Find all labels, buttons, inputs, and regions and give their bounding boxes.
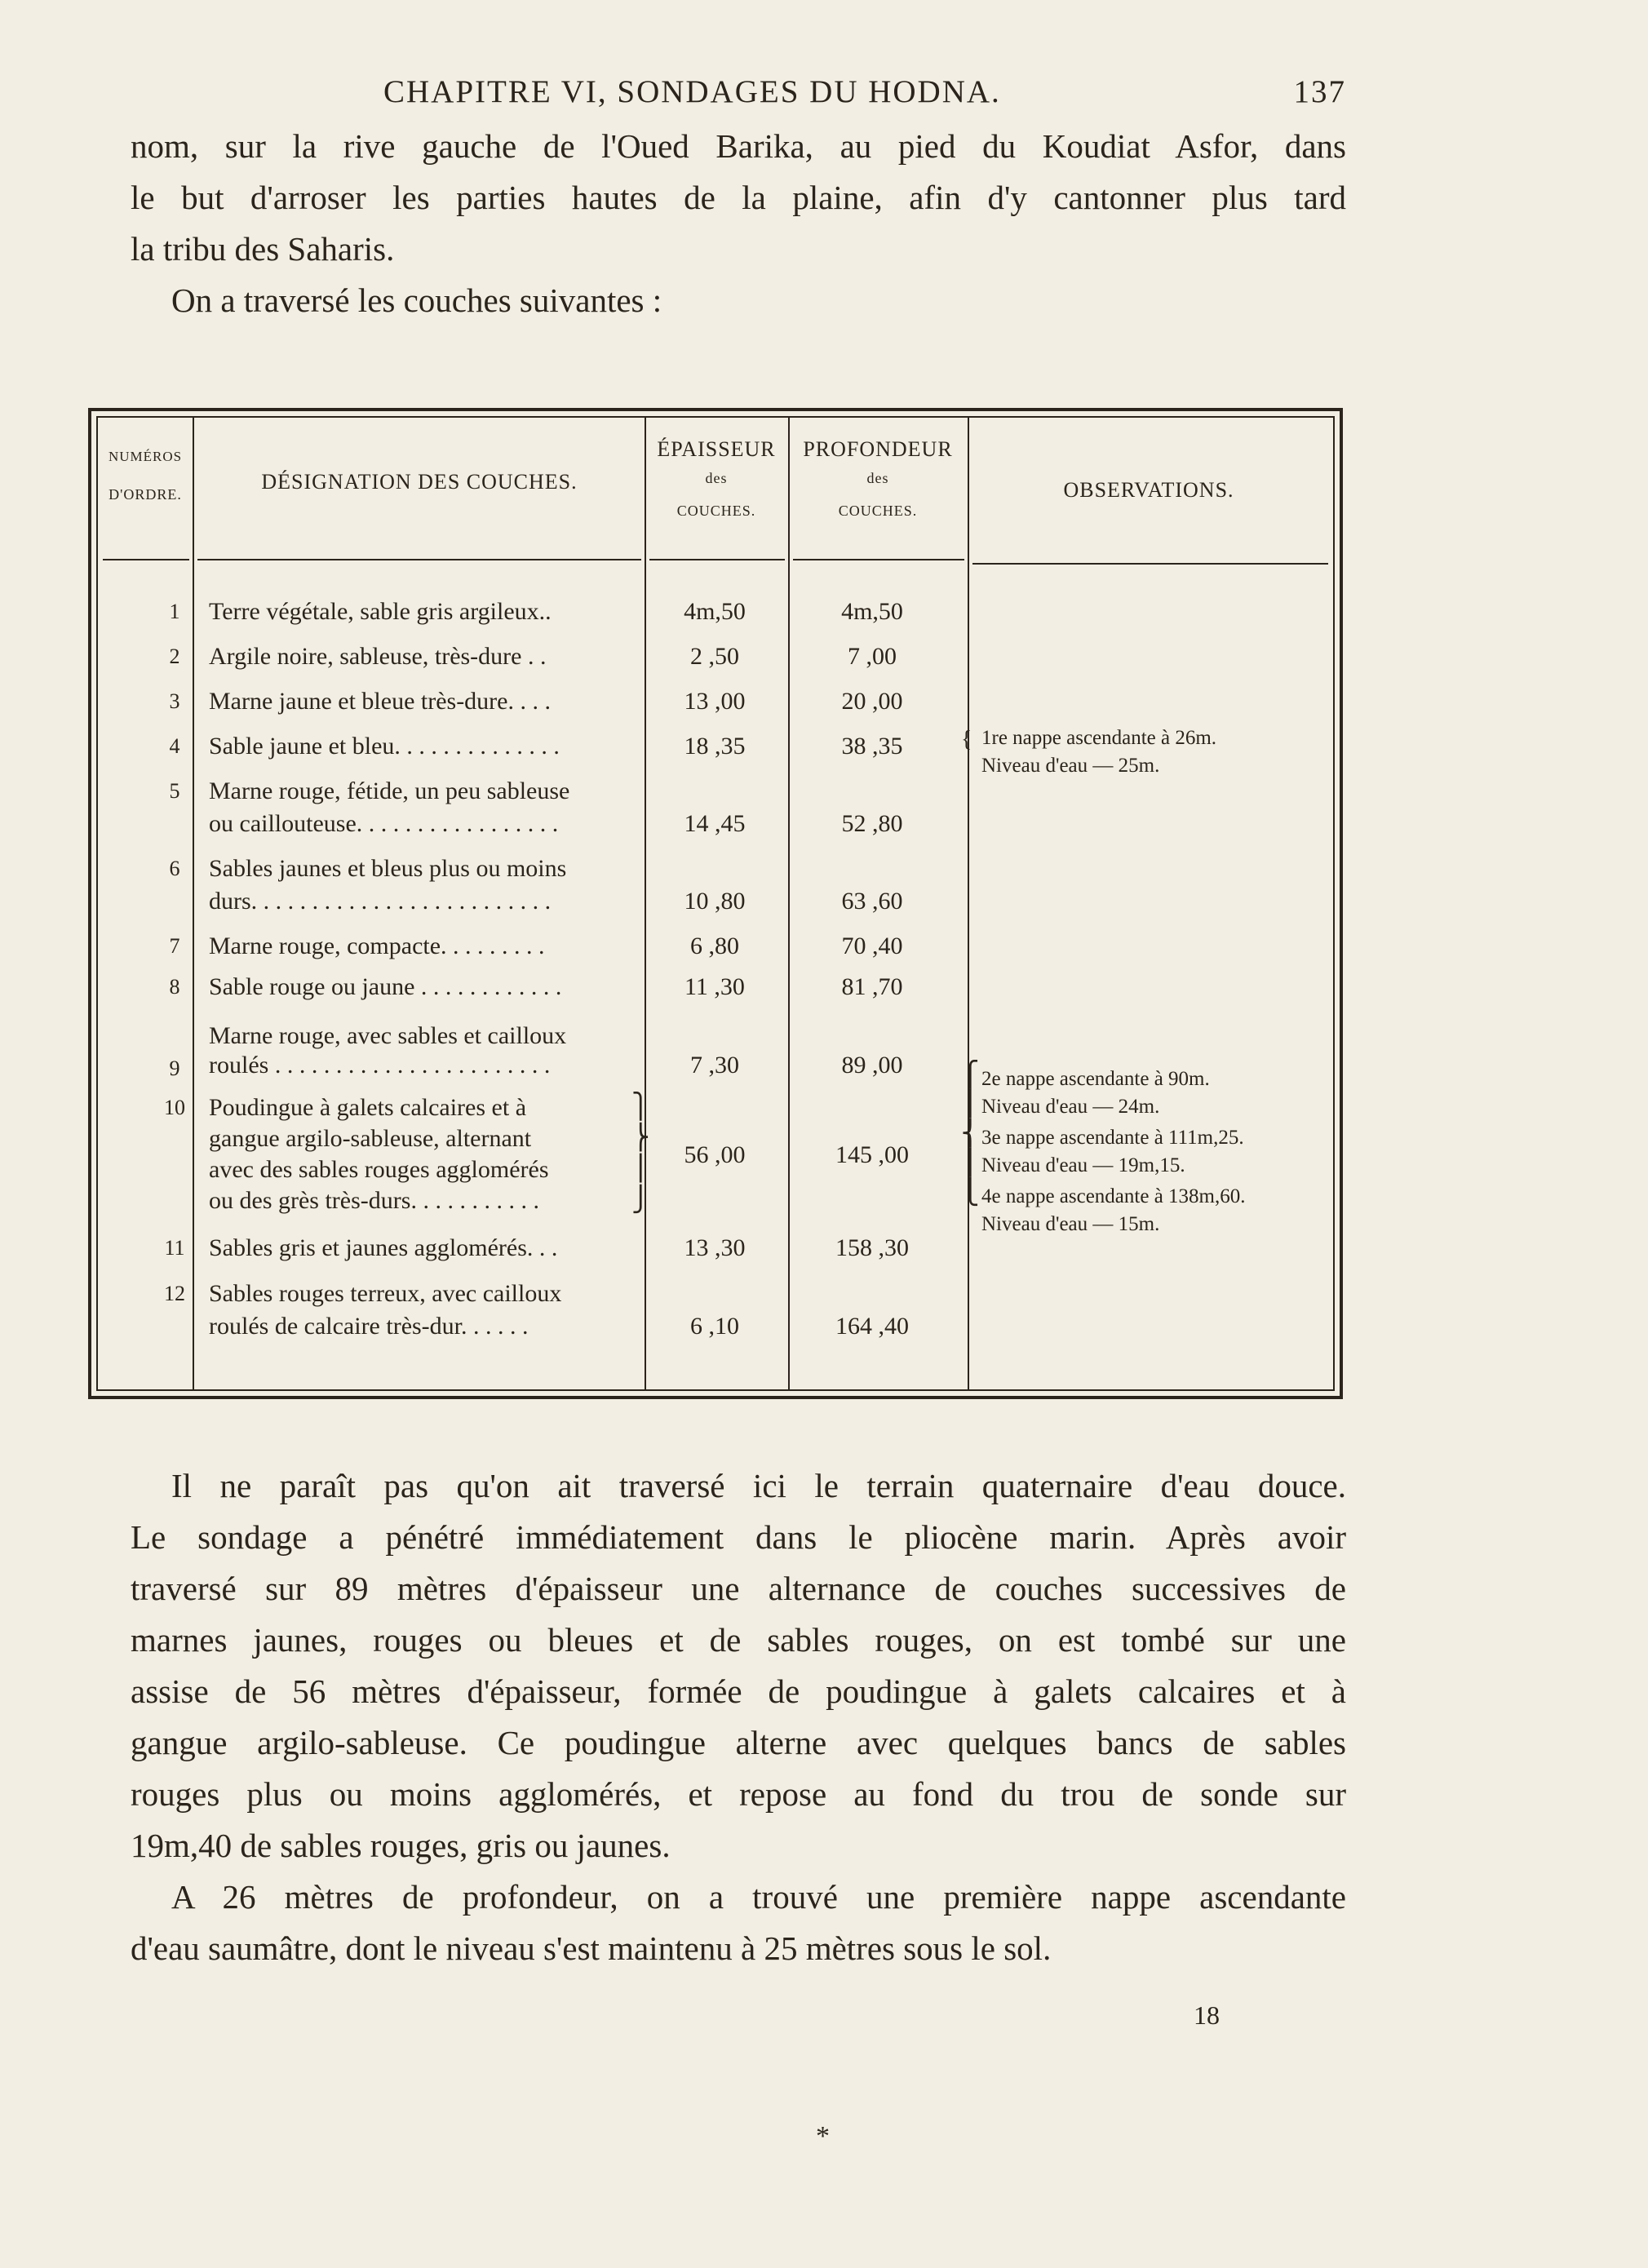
right-brace-icon: ⎫ ⎬ ⎪ ⎭ <box>631 1093 650 1213</box>
row-number: 1 <box>169 600 180 623</box>
conclusion-line: Le sondage a pénétré immédiatement dans le pliocène marin. Après avoir <box>131 1518 1346 1556</box>
header-rule <box>197 559 641 560</box>
header-rule <box>972 563 1328 565</box>
row-epaisseur: 10 ,80 <box>684 888 746 915</box>
header-epaisseur-l2: des <box>705 470 728 486</box>
row-designation: Sables gris et jaunes agglomérés. . . <box>209 1234 558 1261</box>
conclusion-line: gangue argilo-sableuse. Ce poudingue alterne avec quelques bancs de sables <box>131 1724 1346 1761</box>
observation-line: Niveau d'eau — 25m. <box>981 755 1160 777</box>
row-number: 3 <box>169 689 180 713</box>
row-profondeur: 4m,50 <box>841 598 903 625</box>
column-divider <box>645 418 646 1389</box>
row-designation: Argile noire, sableuse, très-dure . . <box>209 643 547 670</box>
row-profondeur: 38 ,35 <box>841 733 903 760</box>
column-divider <box>788 418 790 1389</box>
conclusion-line: assise de 56 mètres d'épaisseur, formée de poudingue à galets calcaires et à <box>131 1672 1346 1710</box>
header-epaisseur <box>646 437 786 527</box>
observation-line: Niveau d'eau — 19m,15. <box>981 1154 1185 1176</box>
row-epaisseur: 11 ,30 <box>684 973 745 1000</box>
row-number: 11 <box>164 1236 185 1260</box>
row-designation: Poudingue à galets calcaires et à <box>209 1094 527 1121</box>
row-designation: Sables jaunes et bleus plus ou moins <box>209 855 567 882</box>
row-designation: Marne jaune et bleue très-dure. . . . <box>209 688 551 715</box>
intro-line: le but d'arroser les parties hautes de la plaine, afin d'y cantonner plus tard <box>131 179 1346 216</box>
row-epaisseur: 56 ,00 <box>684 1141 746 1168</box>
header-profondeur <box>790 437 966 527</box>
header-epaisseur-l1: ÉPAISSEUR <box>657 437 776 461</box>
header-profondeur-l1: PROFONDEUR <box>803 437 953 461</box>
left-brace-icon: ⎧ ⎪ ⎨ ⎪ ⎩ <box>961 1061 980 1206</box>
intro-paragraph <box>131 121 1346 326</box>
row-profondeur: 70 ,40 <box>841 932 903 959</box>
strata-table <box>88 408 1343 1399</box>
header-numeros-l1: NUMÉROS <box>108 449 183 464</box>
row-designation: Sables rouges terreux, avec cailloux <box>209 1280 562 1307</box>
left-brace-icon: { <box>961 727 972 752</box>
row-designation: Marne rouge, compacte. . . . . . . . . <box>209 932 545 959</box>
header-designation: DÉSIGNATION DES COUCHES. <box>261 470 578 494</box>
row-designation: Terre végétale, sable gris argileux.. <box>209 598 552 625</box>
row-number: 5 <box>169 779 180 803</box>
row-designation-cont: roulés . . . . . . . . . . . . . . . . . . . . . . . <box>209 1052 551 1079</box>
row-number: 9 <box>169 1056 180 1080</box>
row-epaisseur: 6 ,80 <box>690 932 739 959</box>
row-designation: Marne rouge, avec sables et cailloux <box>209 1022 567 1049</box>
row-designation-cont: ou caillouteuse. . . . . . . . . . . . . . . . . <box>209 810 559 837</box>
row-designation-cont: ou des grès très-durs. . . . . . . . . . . <box>209 1187 539 1214</box>
intro-line: On a traversé les couches suivantes : <box>171 281 662 319</box>
signature-mark: 18 <box>1194 2000 1220 2030</box>
conclusion-line: marnes jaunes, rouges ou bleues et de sables rouges, on est tombé sur une <box>131 1621 1346 1659</box>
bottom-mark: * <box>816 2121 830 2151</box>
header-profondeur-l3: COUCHES. <box>838 503 918 519</box>
header-rule <box>103 559 189 560</box>
header-profondeur-l2: des <box>866 470 889 486</box>
row-number: 8 <box>169 975 180 999</box>
chapter-title: CHAPITRE VI, SONDAGES DU HODNA. <box>383 74 1001 109</box>
row-epaisseur: 6 ,10 <box>690 1313 739 1340</box>
conclusion-line: d'eau saumâtre, dont le niveau s'est maintenu à 25 mètres sous le sol. <box>131 1929 1052 1967</box>
observation-line: 3e nappe ascendante à 111m,25. <box>981 1127 1244 1149</box>
row-designation-cont: avec des sables rouges agglomérés <box>209 1156 549 1183</box>
header-numeros <box>98 449 193 511</box>
row-designation: Marne rouge, fétide, un peu sableuse <box>209 777 570 804</box>
row-profondeur: 7 ,00 <box>848 643 897 670</box>
row-epaisseur: 13 ,30 <box>684 1234 746 1261</box>
row-number: 10 <box>164 1096 185 1119</box>
row-epaisseur: 18 ,35 <box>684 733 746 760</box>
row-profondeur: 145 ,00 <box>835 1141 909 1168</box>
row-profondeur: 20 ,00 <box>841 688 903 715</box>
row-profondeur: 52 ,80 <box>841 810 903 837</box>
row-epaisseur: 14 ,45 <box>684 810 746 837</box>
header-observations: OBSERVATIONS. <box>1063 478 1234 502</box>
row-epaisseur: 4m,50 <box>684 598 746 625</box>
column-divider <box>968 418 969 1389</box>
header-rule <box>793 559 964 560</box>
row-number: 4 <box>169 734 180 758</box>
observation-line: Niveau d'eau — 24m. <box>981 1096 1160 1118</box>
conclusion-line: Il ne paraît pas qu'on ait traversé ici le terrain quaternaire d'eau douce. <box>171 1467 1346 1504</box>
header-numeros-l2: D'ORDRE. <box>109 486 182 503</box>
row-profondeur: 164 ,40 <box>835 1313 909 1340</box>
row-number: 2 <box>169 645 180 668</box>
row-designation-cont: roulés de calcaire très-dur. . . . . . <box>209 1313 529 1340</box>
row-designation: Sable jaune et bleu. . . . . . . . . . . . . . <box>209 733 560 760</box>
row-profondeur: 89 ,00 <box>841 1052 903 1079</box>
header-rule <box>649 559 785 560</box>
conclusion-line: A 26 mètres de profondeur, on a trouvé une première nappe ascendante <box>171 1878 1346 1916</box>
observation-line: Niveau d'eau — 15m. <box>981 1213 1160 1235</box>
row-number: 7 <box>169 934 180 958</box>
conclusion-line: 19m,40 de sables rouges, gris ou jaunes. <box>131 1827 671 1864</box>
row-number: 12 <box>164 1282 185 1305</box>
conclusion-line: traversé sur 89 mètres d'épaisseur une alternance de couches successives de <box>131 1570 1346 1607</box>
row-number: 6 <box>169 857 180 880</box>
row-designation-cont: durs. . . . . . . . . . . . . . . . . . . . . . . . . <box>209 888 552 915</box>
row-epaisseur: 13 ,00 <box>684 688 746 715</box>
row-profondeur: 63 ,60 <box>841 888 903 915</box>
conclusion-line: rouges plus ou moins agglomérés, et repose au fond du trou de sonde sur <box>131 1775 1346 1813</box>
row-epaisseur: 7 ,30 <box>690 1052 739 1079</box>
observation-line: 2e nappe ascendante à 90m. <box>981 1068 1210 1090</box>
row-profondeur: 158 ,30 <box>835 1234 909 1261</box>
conclusion-paragraph <box>131 1460 1346 1974</box>
header-epaisseur-l3: COUCHES. <box>676 503 756 519</box>
observation-line: 4e nappe ascendante à 138m,60. <box>981 1185 1246 1207</box>
row-designation-cont: gangue argilo-sableuse, alternant <box>209 1125 532 1152</box>
intro-line: la tribu des Saharis. <box>131 230 395 268</box>
intro-line: nom, sur la rive gauche de l'Oued Barika, au pied du Koudiat Asfor, dans <box>131 127 1346 165</box>
page-number: 137 <box>1293 74 1346 109</box>
observation-line: 1re nappe ascendante à 26m. <box>981 727 1217 749</box>
row-epaisseur: 2 ,50 <box>690 643 739 670</box>
row-profondeur: 81 ,70 <box>841 973 903 1000</box>
row-designation: Sable rouge ou jaune . . . . . . . . . . . . <box>209 973 562 1000</box>
